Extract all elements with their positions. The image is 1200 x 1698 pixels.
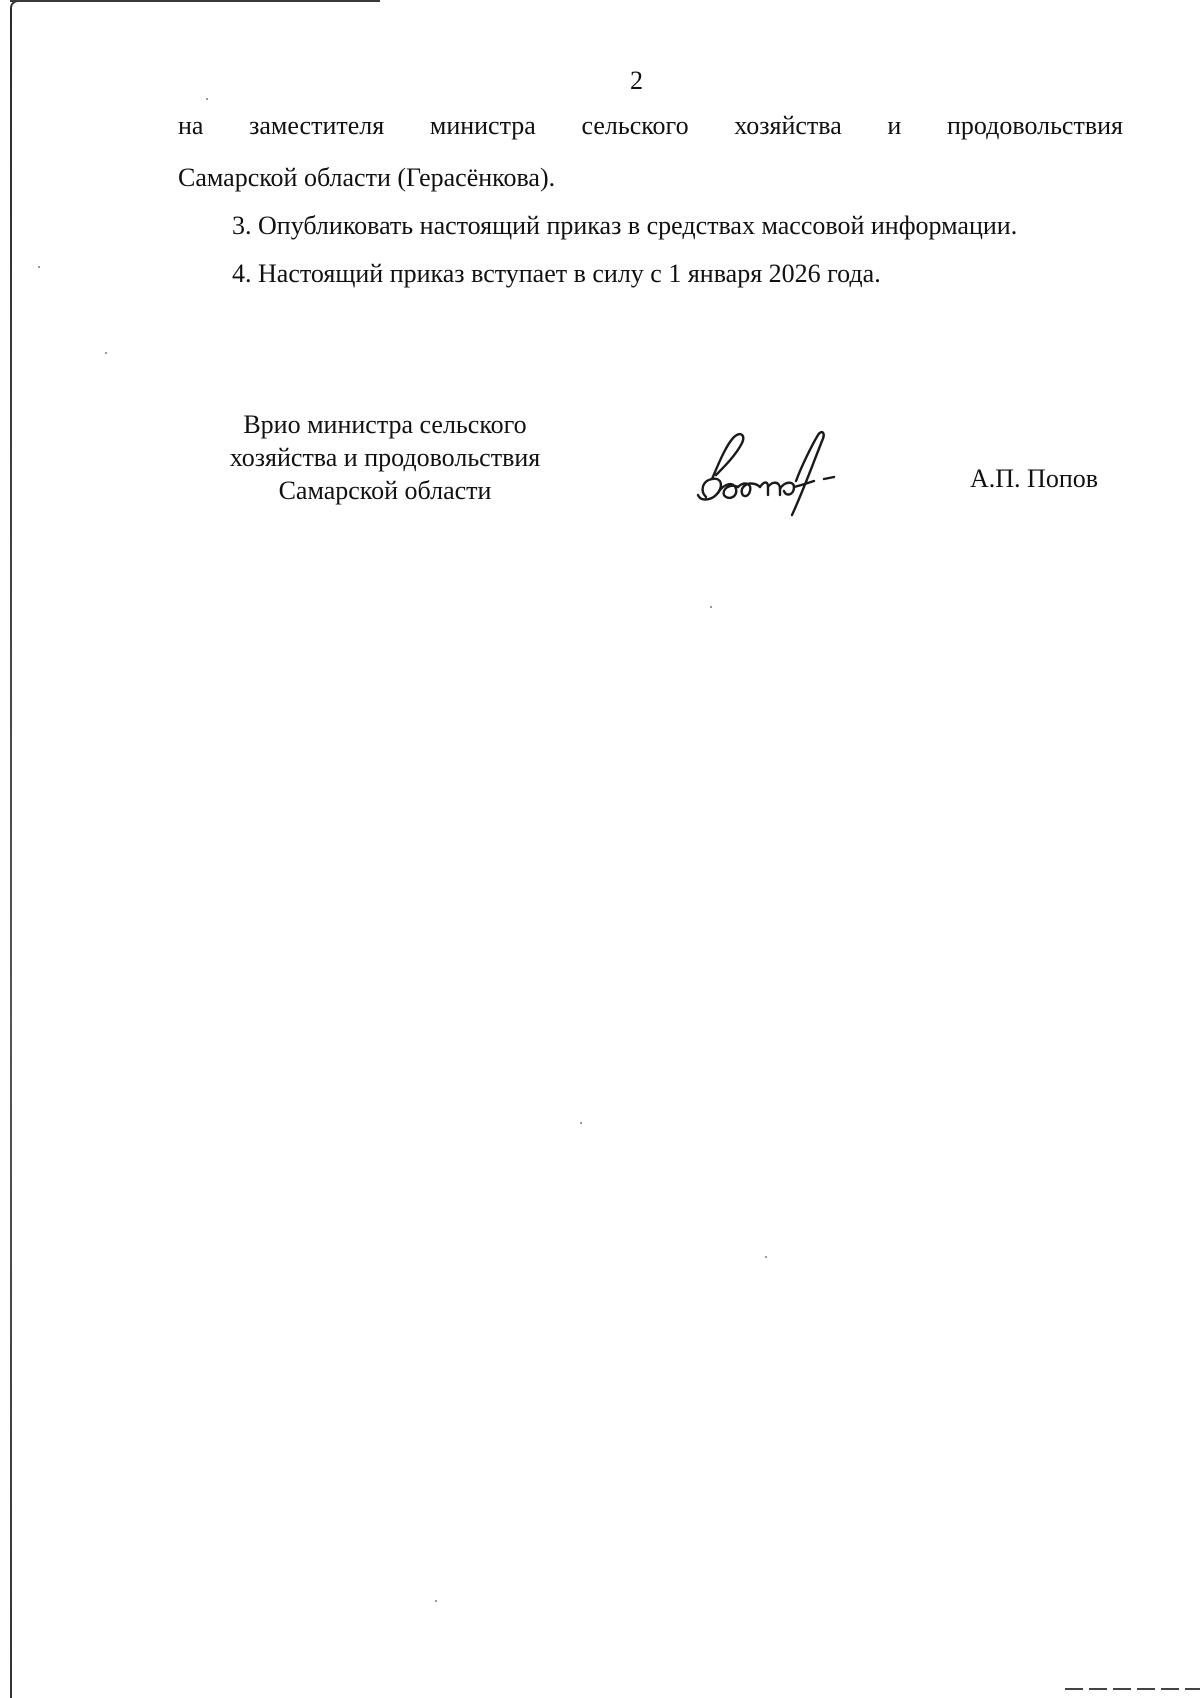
list-item-4: 4. Настоящий приказ вступает в силу с 1 января 2026 года. [232, 259, 881, 288]
body-word: продовольствия [946, 111, 1123, 140]
scan-speck [435, 1600, 437, 1602]
body-word: и [887, 111, 902, 140]
scan-edge-bottom [1065, 1688, 1200, 1690]
body-line-2: Самарской области (Герасёнкова). [178, 163, 556, 192]
list-item-3: 3. Опубликовать настоящий приказ в средствах массовой информации. [232, 211, 1018, 240]
scan-speck [38, 266, 40, 268]
position-line: хозяйства и продовольствия [229, 443, 541, 472]
signatory-position [200, 408, 570, 507]
signer-name: А.П. Попов [970, 464, 1099, 493]
scan-speck [765, 1256, 767, 1258]
scan-speck [580, 1122, 582, 1124]
scan-speck [206, 98, 208, 100]
body-line-1 [178, 110, 1123, 142]
page-number: 2 [630, 66, 643, 95]
body-word: на [178, 111, 204, 140]
scan-speck [710, 606, 712, 608]
position-line: Самарской области [278, 476, 492, 505]
body-word: министра [429, 111, 536, 140]
scan-speck [105, 352, 107, 354]
body-word: сельского [581, 111, 689, 140]
scan-edge-top [10, 0, 380, 2]
scan-edge-left [10, 8, 12, 1698]
body-word: заместителя [249, 111, 385, 140]
body-word: хозяйства [734, 111, 842, 140]
handwritten-signature [688, 425, 848, 525]
position-line: Врио министра сельского [243, 410, 527, 439]
